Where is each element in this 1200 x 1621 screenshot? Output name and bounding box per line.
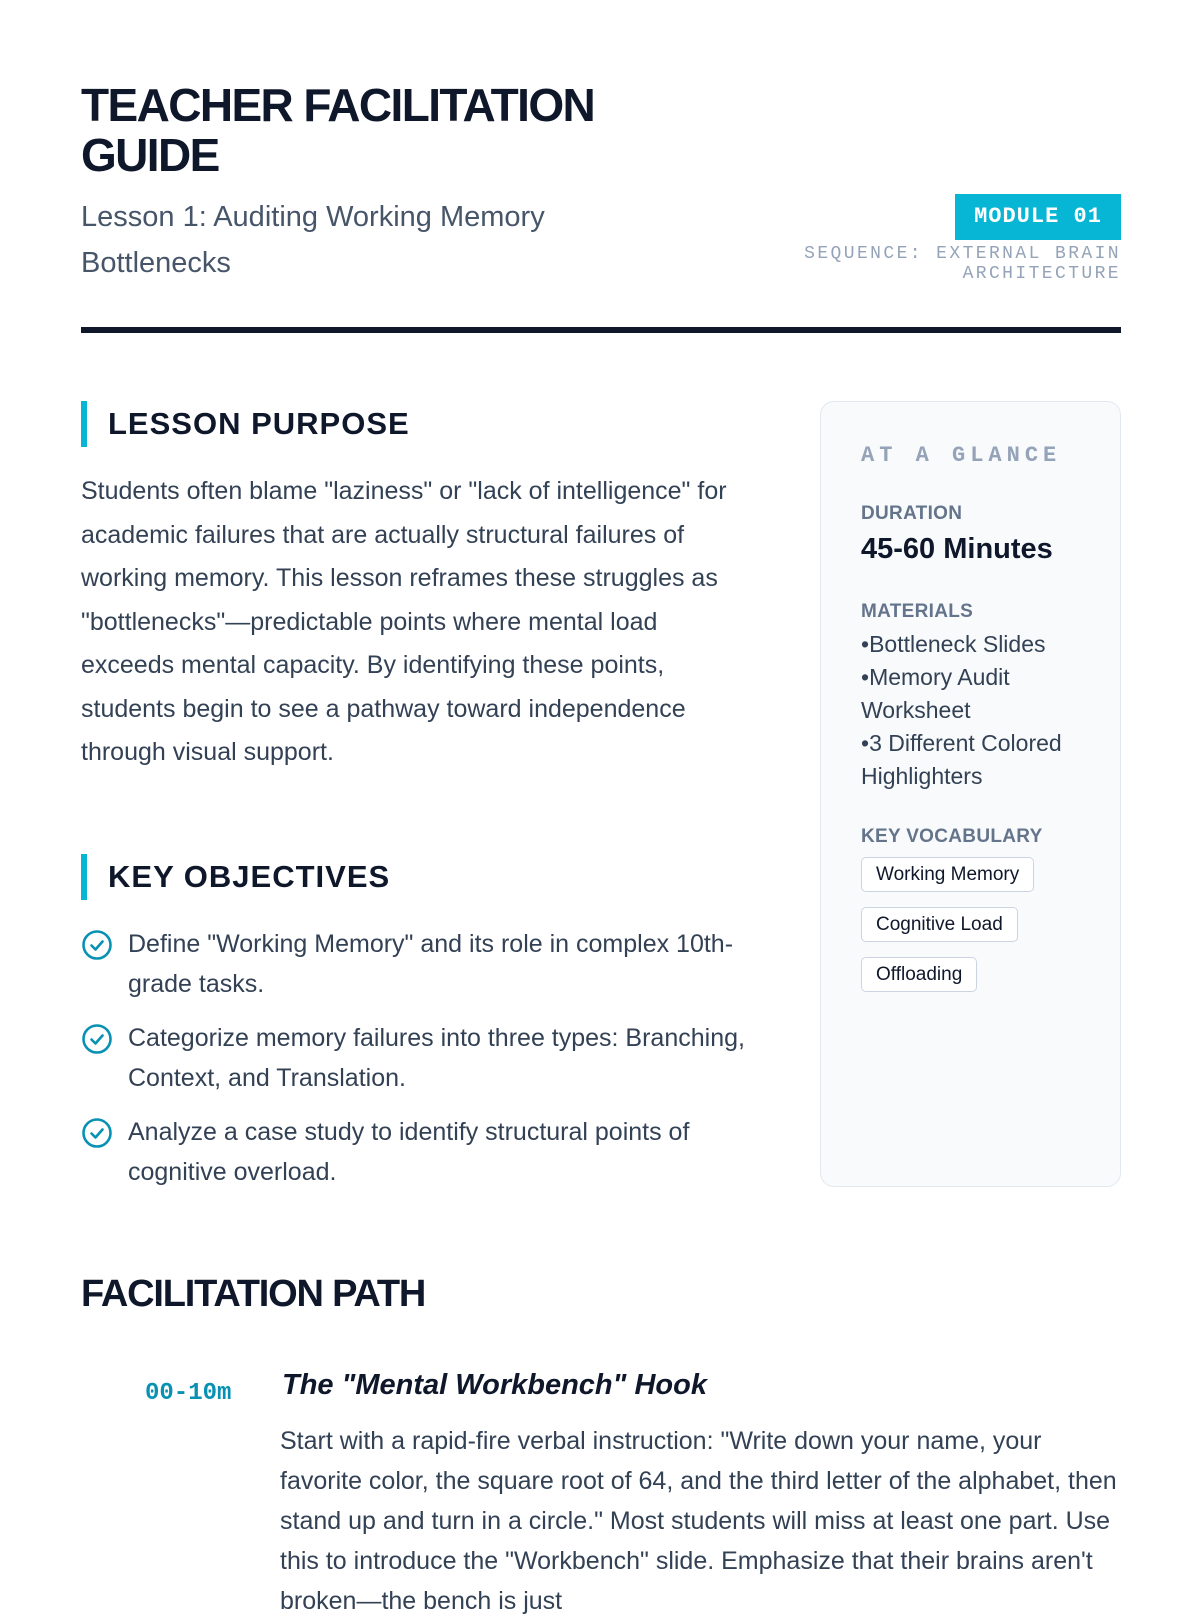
objective-text: Categorize memory failures into three types: Branching, Context, and Translation. <box>128 1024 745 1092</box>
vocab-tag: Cognitive Load <box>861 907 1018 942</box>
check-circle-icon <box>81 929 113 961</box>
duration-label: DURATION <box>861 503 963 524</box>
lesson-purpose-heading: LESSON PURPOSE <box>81 401 761 447</box>
objective-text: Analyze a case study to identify structural points of cognitive overload. <box>128 1118 690 1186</box>
objective-item <box>81 924 761 1004</box>
materials-list <box>861 628 1080 793</box>
guide-page <box>81 0 1121 1615</box>
material-item: • 3 Different Colored Highlighters <box>861 727 1080 793</box>
page-title: TEACHER FACILITATION GUIDE <box>81 79 595 181</box>
vocabulary-label: KEY VOCABULARY <box>861 826 1043 847</box>
material-item: • Bottleneck Slides <box>861 628 1080 661</box>
objective-item <box>81 1112 761 1192</box>
objective-item <box>81 1018 761 1098</box>
sequence-label: SEQUENCE: EXTERNAL BRAIN ARCHITECTURE <box>804 244 1121 284</box>
header-divider <box>81 327 1121 333</box>
objectives-list <box>81 924 761 1206</box>
facilitation-path-heading: FACILITATION PATH <box>81 1273 426 1315</box>
lesson-purpose-text: Students often blame "laziness" or "lack of intelligence" for academic failures that are actually structural failures of working memory. This lesson reframes these struggles as "bottlenecks"—predictable points where mental load exceeds mental capacity. By identifying these points, students begin to see a pathway toward independence through visual support. <box>81 477 727 766</box>
at-a-glance-card <box>820 401 1121 1187</box>
module-badge: MODULE 01 <box>955 194 1121 240</box>
step-time: 00-10m <box>145 1380 232 1407</box>
key-objectives-heading: KEY OBJECTIVES <box>81 854 761 900</box>
step-body: Start with a rapid-fire verbal instruction: "Write down your name, your favorite color, the square root of 64, and the third letter of the alphabet, then stand up and turn in a circle." Most students will miss at least one part. Use this to introduce the "Workbench" slide. Emphasize that their brains aren't broken—the bench is just <box>280 1427 1117 1615</box>
vocab-tag: Offloading <box>861 957 977 992</box>
vocab-tag: Working Memory <box>861 857 1034 892</box>
check-circle-icon <box>81 1023 113 1055</box>
objective-text: Define "Working Memory" and its role in complex 10th-grade tasks. <box>128 930 734 998</box>
lesson-subtitle: Lesson 1: Auditing Working Memory Bottlenecks <box>81 201 545 279</box>
glance-title: AT A GLANCE <box>861 443 1062 468</box>
material-item: • Memory Audit Worksheet <box>861 661 1080 727</box>
check-circle-icon <box>81 1117 113 1149</box>
materials-label: MATERIALS <box>861 601 974 622</box>
step-heading: The "Mental Workbench" Hook <box>282 1369 707 1401</box>
duration-value: 45-60 Minutes <box>861 533 1053 565</box>
